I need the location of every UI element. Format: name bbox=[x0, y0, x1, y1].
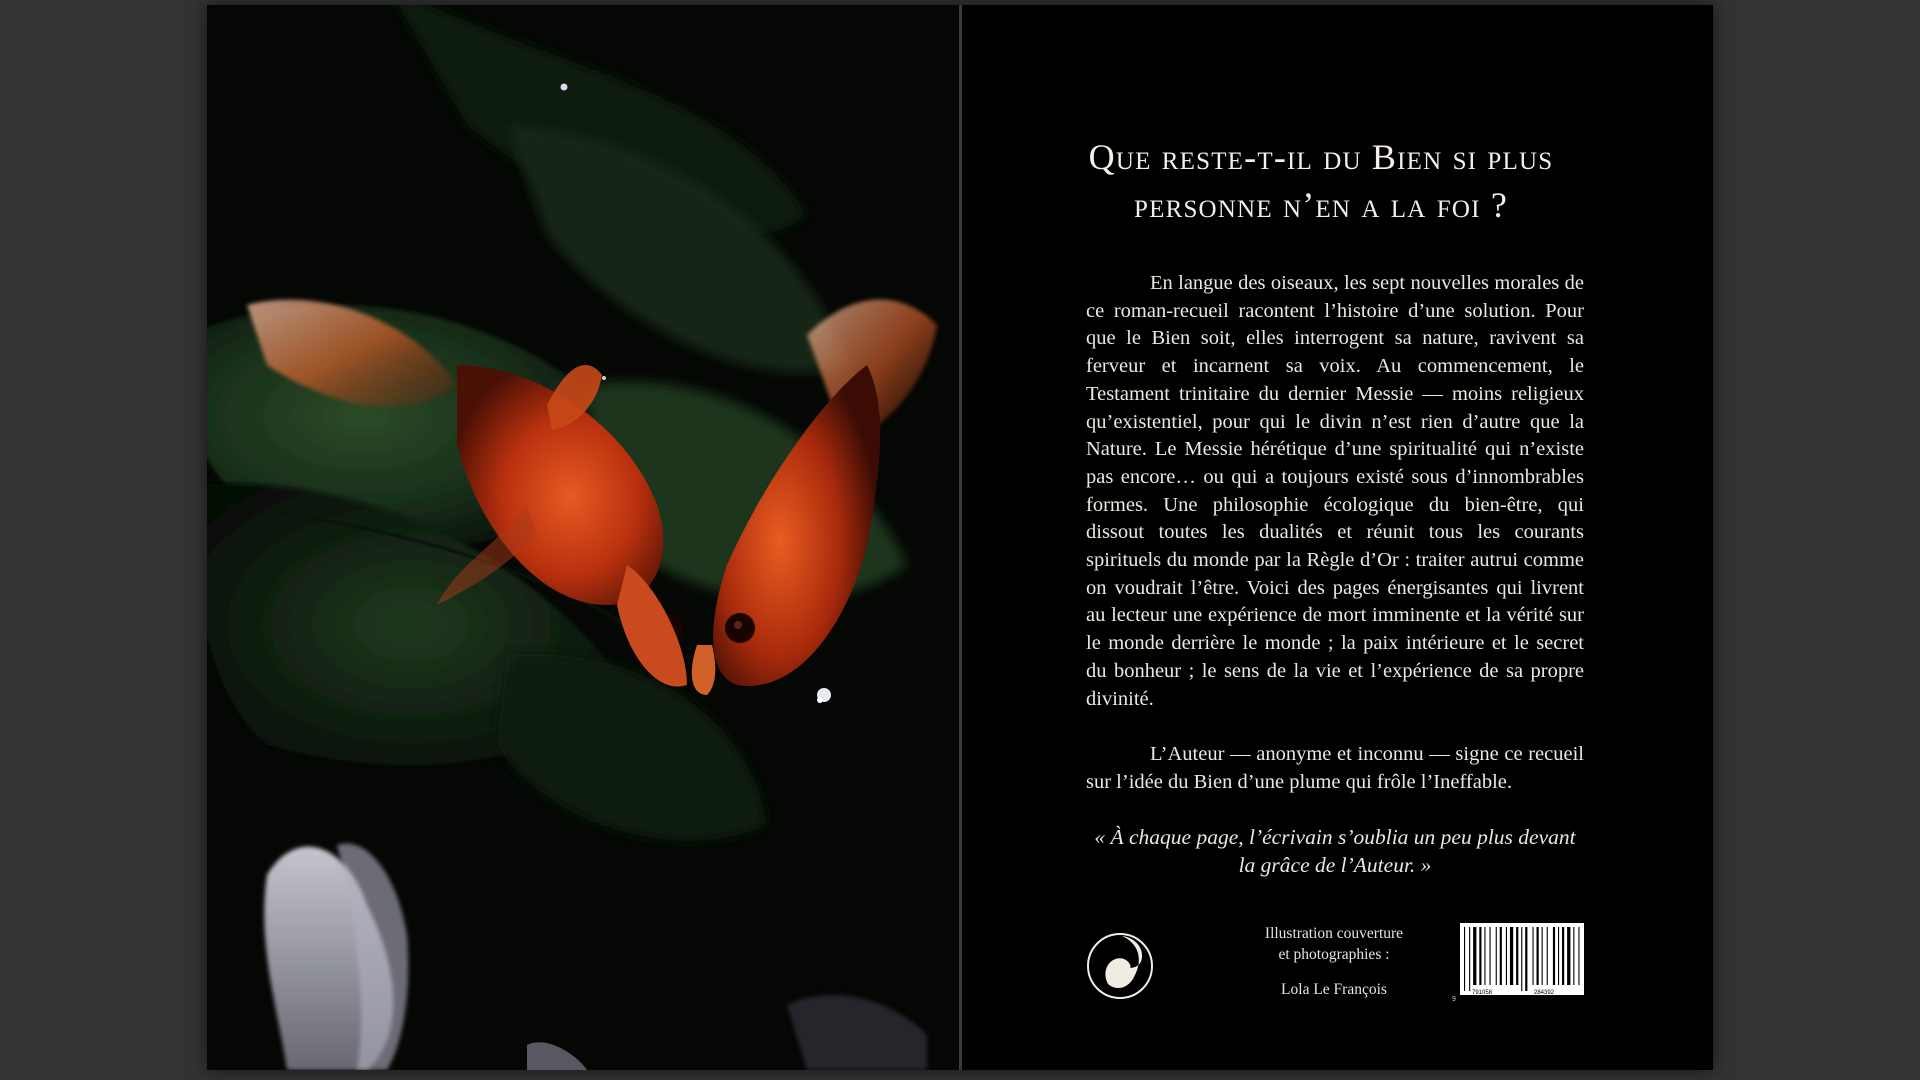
back-cover bbox=[962, 5, 1713, 1070]
barcode-icon bbox=[1450, 923, 1584, 1003]
synopsis bbox=[1086, 270, 1584, 797]
barcode-digits-right: 284392 bbox=[1534, 990, 1555, 996]
swirl-logo-icon bbox=[1086, 929, 1154, 1001]
synopsis-paragraph: En langue des oiseaux, les sept nouvelles morales de ce roman-recueil racontent l’histoire d’une solution. Pour que le Bien soit, elles interrogent sa nature, ravivent sa ferveur et incarnent sa voix. Au commencement, le Testament trinitaire du dernier Messie — moins religieux qu’existentiel, pour qui le divin n’est rien d’autre que la Nature. Le Messie hérétique d’une spiritualité qui n’existe pas encore… ou qui a toujours existé sous d’innombrables formes. Une philosophie écologique du bien-être, qui dissout toutes les dualités et réunit tous les courants spirituels du monde par la Règle d’Or : traiter autrui comme on voudrait l’être. Voici des pages énergisantes qui livrent au lecteur une expérience de mort imminente et la vérité sur le monde derrière le monde ; la paix intérieure et le secret du bonheur ; le sens de la vie et l’expérience de sa propre divinité. bbox=[1086, 272, 1584, 710]
credits-line: Illustration couverture bbox=[1264, 925, 1404, 942]
goldfish-photo bbox=[207, 5, 959, 1070]
credits bbox=[1226, 923, 1442, 1000]
barcode-digit-first: 9 bbox=[1452, 996, 1456, 1003]
credits-name: Lola Le François bbox=[1281, 981, 1387, 998]
synopsis-paragraph: L’Auteur — anonyme et inconnu — signe ce recueil sur l’idée du Bien d’une plume qui frôle l’Ineffable. bbox=[1086, 743, 1584, 793]
book-spread bbox=[207, 5, 1713, 1070]
pull-quote: « À chaque page, l’écrivain s’oublia un peu plus devant la grâce de l’Auteur. » bbox=[1094, 825, 1576, 877]
front-cover-photo bbox=[207, 5, 959, 1070]
barcode-digits-left: 791058 bbox=[1472, 990, 1493, 996]
back-cover-headline: Que reste-t-il du Bien si plus personne n’en a la foi ? bbox=[1088, 137, 1554, 225]
credits-line: et photographies : bbox=[1278, 946, 1390, 963]
